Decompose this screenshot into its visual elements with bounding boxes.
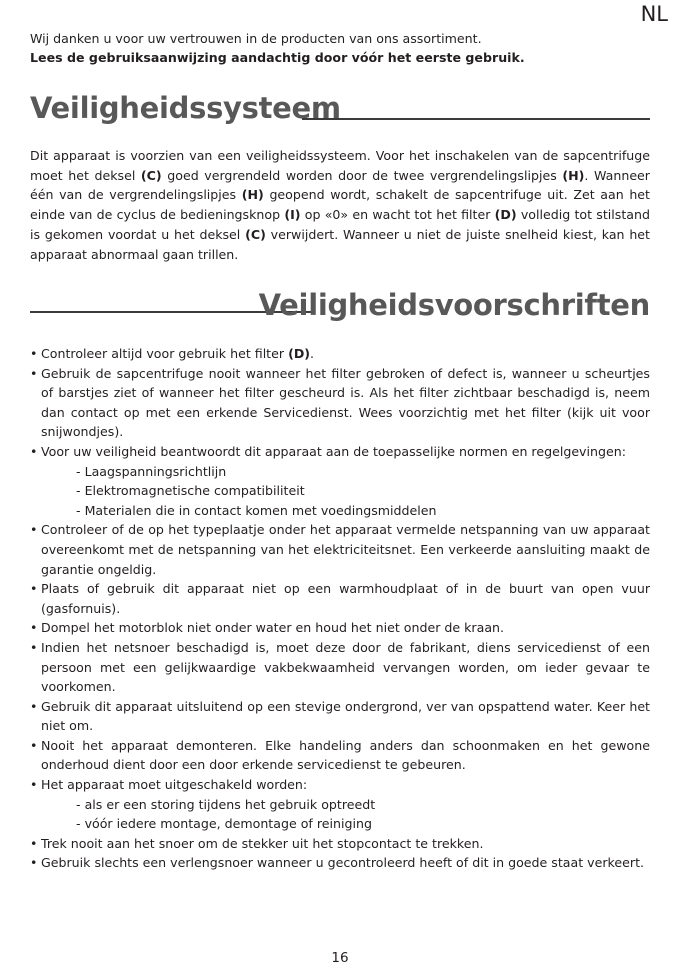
safety-instructions-list: [30, 344, 650, 873]
section-title-safety-instructions: Veiligheidsvoorschriften: [258, 288, 650, 322]
list-item: • Dompel het motorblok niet onder water en houd het niet onder de kraan.: [30, 618, 650, 638]
list-item: • Gebruik de sapcentrifuge nooit wanneer het filter gebroken of defect is, wanneer u scheurtjes of barstjes ziet of wanneer het filter gescheurd is. Als het filter zichtbaar beschadigd is, neem dan contact op met een erkende Servicedienst. Wees voorzichtig met het filter (kijk uit voor snijwondjes).: [30, 364, 650, 442]
intro-line-thanks: Wij danken u voor uw vertrouwen in de producten van ons assortiment.: [30, 31, 482, 46]
sub-list-item: - Elektromagnetische compatibiliteit: [76, 481, 650, 501]
sub-list-item: - Materialen die in contact komen met voedingsmiddelen: [76, 501, 650, 521]
intro-line-read-instructions: Lees de gebruiksaanwijzing aandachtig door vóór het eerste gebruik.: [30, 50, 525, 65]
list-item: • Gebruik dit apparaat uitsluitend op een stevige ondergrond, ver van opspattend water. Keer het niet om.: [30, 697, 650, 736]
safety-system-paragraph: Dit apparaat is voorzien van een veiligheidssysteem. Voor het inschakelen van de sapcentrifuge moet het deksel (C) goed vergrendeld worden door de twee vergrendelingslipjes (H). Wanneer één van de vergrendelingslipjes (H) geopend wordt, schakelt de sapcentrifuge uit. Zet aan het einde van de cyclus de bedieningsknop (I) op «0» en wacht tot het filter (D) volledig tot stilstand is gekomen voordat u het deksel (C) verwijdert. Wanneer u niet de juiste snelheid kiest, kan het apparaat abnormaal gaan trillen.: [30, 148, 650, 262]
section-title-safety-system: Veiligheidssysteem: [30, 91, 341, 125]
sub-list: [41, 462, 650, 521]
list-item: • Nooit het apparaat demonteren. Elke handeling anders dan schoonmaken en het gewone onderhoud dient door een door erkende servicedienst te gebeuren.: [30, 736, 650, 775]
sub-list-item: - als er een storing tijdens het gebruik optreedt: [76, 795, 650, 815]
page-number: 16: [331, 950, 349, 966]
list-item: • Controleer of de op het typeplaatje onder het apparaat vermelde netspanning van uw apparaat overeenkomt met de netspanning van het elektriciteitsnet. Een verkeerde aansluiting maakt de garantie ongeldig.: [30, 520, 650, 579]
list-item: • Trek nooit aan het snoer om de stekker uit het stopcontact te trekken.: [30, 834, 650, 854]
list-item: • Plaats of gebruik dit apparaat niet op een warmhoudplaat of in de buurt van open vuur (gasfornuis).: [30, 579, 650, 618]
list-item: • Voor uw veiligheid beantwoordt dit apparaat aan de toepasselijke normen en regelgevingen: - Laagspanningsrichtlijn - Elektromagnetische compatibiliteit - Materialen die in contact komen met voedingsmiddelen: [30, 442, 650, 520]
intro-text: [30, 29, 650, 67]
sub-list-item: - vóór iedere montage, demontage of reiniging: [76, 814, 650, 834]
language-code: NL: [640, 2, 668, 26]
list-item: • Het apparaat moet uitgeschakeld worden: - als er een storing tijdens het gebruik optreedt - vóór iedere montage, demontage of reiniging: [30, 775, 650, 834]
list-item: • Controleer altijd voor gebruik het filter (D).: [30, 344, 650, 364]
section-divider-1: [302, 118, 650, 120]
list-item: • Indien het netsnoer beschadigd is, moet deze door de fabrikant, diens servicedienst of een persoon met een gelijkwaardige vakbekwaamheid vervangen worden, om ieder gevaar te voorkomen.: [30, 638, 650, 697]
sub-list: [41, 795, 650, 834]
list-item: • Gebruik slechts een verlengsnoer wanneer u gecontroleerd heeft of dit in goede staat verkeert.: [30, 853, 650, 873]
sub-list-item: - Laagspanningsrichtlijn: [76, 462, 650, 482]
